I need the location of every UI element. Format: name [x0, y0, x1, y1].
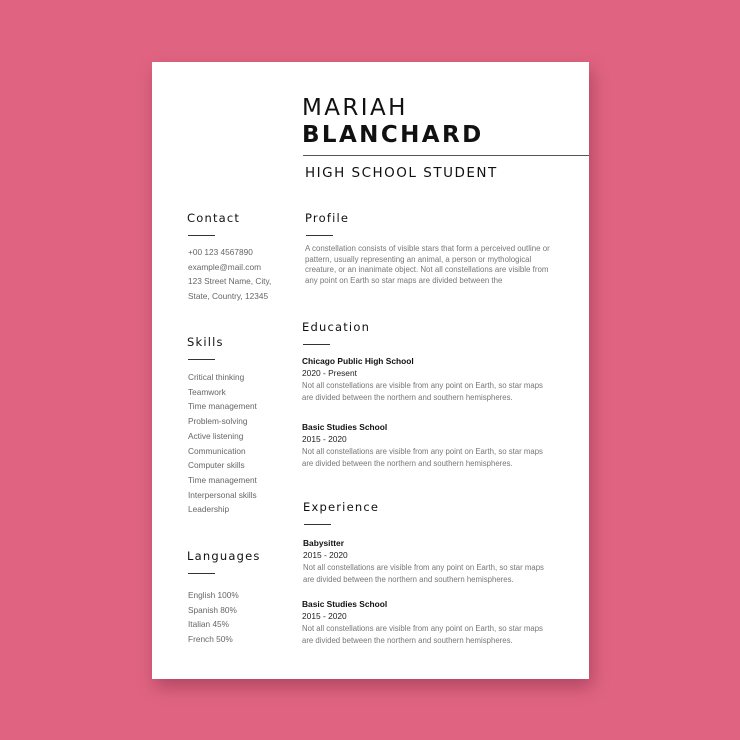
- resume-page: [152, 62, 589, 679]
- education-entry-title: Basic Studies School: [302, 422, 388, 432]
- experience-entry-title: Babysitter: [303, 538, 344, 548]
- skill-item: Communication: [188, 445, 246, 456]
- language-item: Spanish 80%: [188, 604, 237, 615]
- education-entry: [302, 356, 556, 403]
- skill-item: Critical thinking: [188, 372, 245, 382]
- education-heading: Education: [302, 320, 371, 334]
- experience-entry-desc: Not all constellations are visible from any point on Earth, so star maps are divided between the northern and southern hemispheres.: [302, 624, 543, 645]
- experience-entry: [302, 599, 556, 646]
- skill-item: Time management: [188, 401, 257, 412]
- contact-address-line-1: 123 Street Name, City,: [188, 276, 272, 287]
- education-entry: [302, 422, 556, 469]
- experience-entry-desc: Not all constellations are visible from any point on Earth, so star maps are divided between the northern and southern hemispheres.: [303, 563, 544, 584]
- experience-entry-date: 2015 - 2020: [302, 611, 347, 621]
- header-divider: [303, 155, 589, 156]
- education-entry-title: Chicago Public High School: [302, 356, 414, 366]
- language-item: Italian 45%: [188, 619, 230, 630]
- experience-heading: Experience: [303, 500, 380, 514]
- languages-rule: [188, 573, 215, 574]
- education-entry-date: 2015 - 2020: [302, 434, 347, 444]
- profile-heading: Profile: [305, 211, 350, 225]
- contact-list: [188, 245, 271, 304]
- last-name: BLANCHARD: [302, 122, 484, 148]
- languages-heading: Languages: [187, 549, 261, 563]
- profile-text: A constellation consists of visible stars that form a perceived outline or pattern, usually representing an animal, a person or mythological creature, or an inanimate object. Not all constellations are visible from any point on Earth so star maps are divided between the: [305, 244, 550, 285]
- skill-item: Computer skills: [188, 460, 245, 471]
- skill-item: Time management: [188, 474, 257, 485]
- skills-list: [188, 370, 257, 517]
- education-entry-desc: Not all constellations are visible from any point on Earth, so star maps are divided between the northern and southern hemispheres.: [302, 447, 543, 468]
- contact-phone: +00 123 4567890: [188, 247, 253, 257]
- contact-rule: [188, 235, 215, 236]
- contact-address-line-2: State, Country, 12345: [188, 291, 269, 302]
- experience-entry-title: Basic Studies School: [302, 599, 388, 609]
- experience-rule: [304, 524, 331, 525]
- experience-entry: [303, 538, 557, 585]
- contact-heading: Contact: [187, 211, 241, 225]
- skills-heading: Skills: [187, 335, 224, 349]
- contact-email: example@mail.com: [188, 261, 261, 272]
- education-entry-date: 2020 - Present: [302, 368, 357, 378]
- education-rule: [303, 344, 330, 345]
- languages-list: [188, 588, 239, 647]
- education-entry-desc: Not all constellations are visible from any point on Earth, so star maps are divided between the northern and southern hemispheres.: [302, 381, 543, 402]
- skill-item: Active listening: [188, 430, 244, 441]
- skill-item: Problem-solving: [188, 416, 248, 427]
- skill-item: Teamwork: [188, 386, 226, 397]
- language-item: English 100%: [188, 590, 239, 600]
- skill-item: Interpersonal skills: [188, 489, 257, 500]
- skill-item: Leadership: [188, 504, 230, 515]
- profile-rule: [306, 235, 333, 236]
- language-item: French 50%: [188, 634, 233, 645]
- job-title: HIGH SCHOOL STUDENT: [305, 165, 498, 181]
- first-name: MARIAH: [302, 95, 408, 121]
- experience-entry-date: 2015 - 2020: [303, 550, 348, 560]
- skills-rule: [188, 359, 215, 360]
